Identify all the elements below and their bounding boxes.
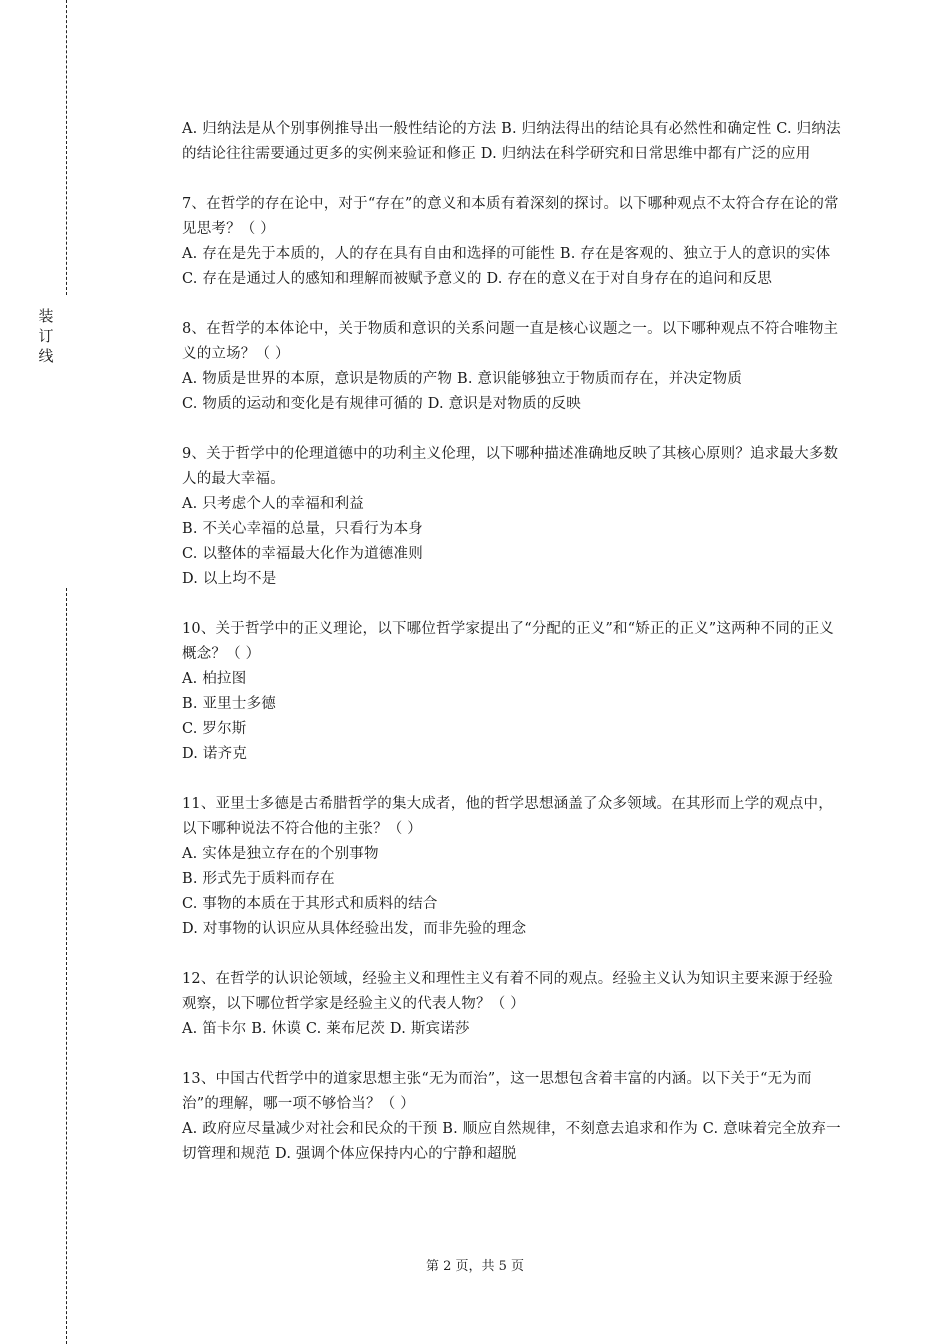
question-stem: 13、中国古代哲学中的道家思想主张“无为而治”，这一思想包含着丰富的内涵。以下关于“无为而治”的理解，哪一项不够恰当？（ ） bbox=[182, 1071, 812, 1112]
binding-char: 装 bbox=[38, 307, 54, 325]
option-c: C. 事物的本质在于其形式和质料的结合 bbox=[182, 896, 438, 912]
option-d: D. 诺齐克 bbox=[182, 746, 248, 762]
option-c: C. 罗尔斯 bbox=[182, 721, 247, 737]
question-stem: 8、在哲学的本体论中，关于物质和意识的关系问题一直是核心议题之一。以下哪种观点不符合唯物主义的立场？（ ） bbox=[182, 321, 839, 362]
option-c: C. 以整体的幸福最大化作为道德准则 bbox=[182, 546, 423, 562]
question-6-options bbox=[182, 117, 842, 167]
option-b: B. 亚里士多德 bbox=[182, 696, 276, 712]
question-8 bbox=[182, 317, 842, 417]
binding-char: 订 bbox=[38, 327, 54, 345]
question-stem: 12、在哲学的认识论领域，经验主义和理性主义有着不同的观点。经验主义认为知识主要来源于经验观察，以下哪位哲学家是经验主义的代表人物？（ ） bbox=[182, 971, 833, 1012]
question-10 bbox=[182, 617, 842, 767]
page-number: 第 2 页，共 5 页 bbox=[425, 1259, 525, 1274]
option-a: A. 实体是独立存在的个别事物 bbox=[182, 846, 379, 862]
option-b: B. 不关心幸福的总量，只看行为本身 bbox=[182, 521, 423, 537]
options-text: A. 归纳法是从个别事例推导出一般性结论的方法 B. 归纳法得出的结论具有必然性和确定性 C. 归纳法的结论往往需要通过更多的实例来验证和修正 D. 归纳法在科学研究和日常思维中都有广泛的应用 bbox=[182, 121, 841, 162]
options-line: A. 物质是世界的本原，意识是物质的产物 B. 意识能够独立于物质而存在，并决定物质 bbox=[182, 371, 743, 387]
options-text: A. 存在是先于本质的，人的存在具有自由和选择的可能性 B. 存在是客观的、独立于人的意识的实体 C. 存在是通过人的感知和理解而被赋予意义的 D. 存在的意义在于对自身存在的追问和反思 bbox=[182, 246, 831, 287]
question-stem: 11、亚里士多德是古希腊哲学的集大成者，他的哲学思想涵盖了众多领域。在其形而上学的观点中，以下哪种说法不符合他的主张？（ ） bbox=[182, 796, 833, 837]
question-9 bbox=[182, 442, 842, 592]
question-stem: 10、关于哲学中的正义理论，以下哪位哲学家提出了“分配的正义”和“矫正的正义”这两种不同的正义概念？（ ） bbox=[182, 621, 834, 662]
question-stem: 7、在哲学的存在论中，对于“存在”的意义和本质有着深刻的探讨。以下哪种观点不太符合存在论的常见思考？（ ） bbox=[182, 196, 839, 237]
exam-content bbox=[182, 117, 842, 1192]
option-a: A. 柏拉图 bbox=[182, 671, 247, 687]
option-d: D. 对事物的认识应从具体经验出发，而非先验的理念 bbox=[182, 921, 527, 937]
options-text: A. 政府应尽量减少对社会和民众的干预 B. 顺应自然规律，不刻意去追求和作为 C. 意味着完全放弃一切管理和规范 D. 强调个体应保持内心的宁静和超脱 bbox=[182, 1121, 841, 1162]
question-7 bbox=[182, 192, 842, 292]
option-a: A. 只考虑个人的幸福和利益 bbox=[182, 496, 364, 512]
binding-label bbox=[36, 306, 56, 366]
question-stem: 9、关于哲学中的伦理道德中的功利主义伦理，以下哪种描述准确地反映了其核心原则？追求最大多数人的最大幸福。 bbox=[182, 446, 839, 487]
options-text: A. 笛卡尔 B. 休谟 C. 莱布尼茨 D. 斯宾诺莎 bbox=[182, 1021, 470, 1037]
question-11 bbox=[182, 792, 842, 942]
binding-line-bottom bbox=[66, 588, 67, 1344]
question-12 bbox=[182, 967, 842, 1042]
binding-char: 线 bbox=[38, 347, 54, 365]
binding-line-top bbox=[66, 0, 67, 295]
option-d: D. 以上均不是 bbox=[182, 571, 277, 587]
question-13 bbox=[182, 1067, 842, 1167]
options-line: C. 物质的运动和变化是有规律可循的 D. 意识是对物质的反映 bbox=[182, 396, 581, 412]
option-b: B. 形式先于质料而存在 bbox=[182, 871, 335, 887]
